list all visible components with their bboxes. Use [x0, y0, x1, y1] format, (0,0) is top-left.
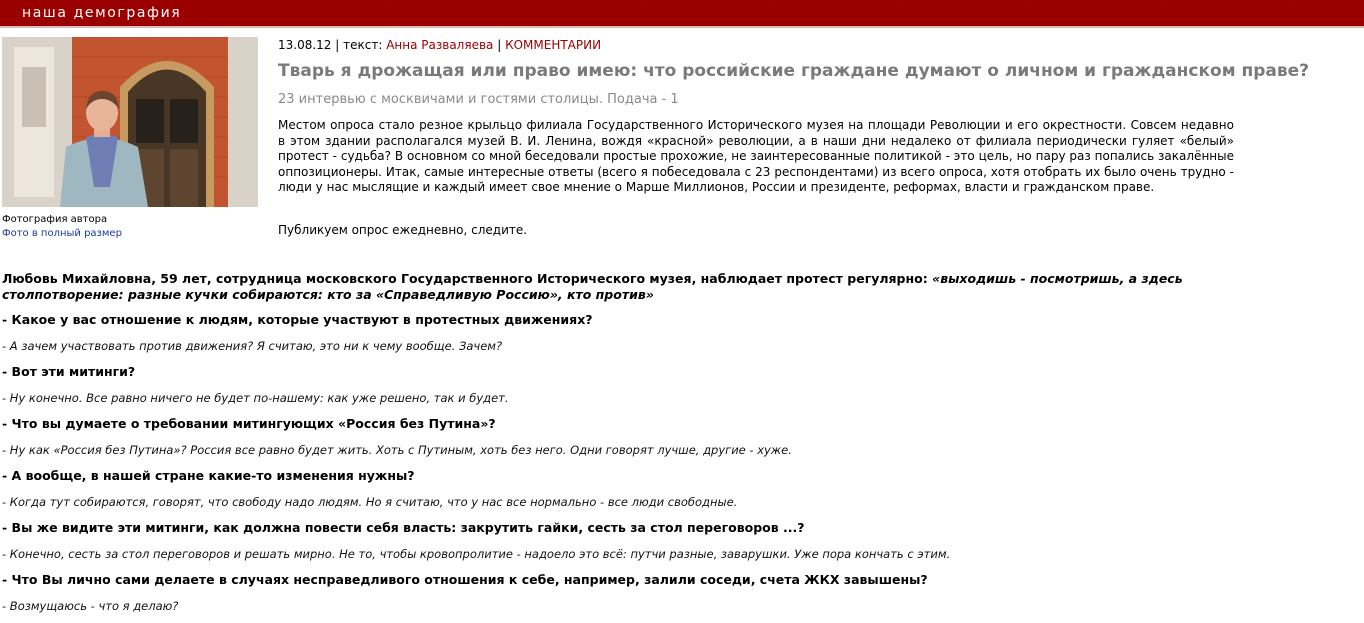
answer: - Конечно, сесть за стол переговоров и решать мирно. Не то, чтобы кровопролитие - надоело это всё: путчи разные, заварушки. Уже пора кончать с этим. [2, 547, 951, 561]
answer: - Ну как «Россия без Путина»? Россия все равно будет жить. Хоть с Путиным, хоть без него. Одни говорят лучше, другие - хуже. [2, 443, 792, 457]
author-photo[interactable] [2, 37, 258, 207]
answer: - Когда тут собираются, говорят, что свободу надо людям. Но я считаю, что у нас все нормально - все люди свободные. [2, 495, 738, 509]
question: - Какое у вас отношение к людям, которые участвуют в протестных движениях? [2, 312, 593, 327]
meta-separator: | [335, 38, 344, 52]
section-header-bar [0, 0, 1364, 28]
article-date: 13.08.12 [278, 38, 332, 52]
answer: - А зачем участвовать против движения? Я считаю, это ни к чему вообще. Зачем? [2, 339, 503, 353]
answer: - Возмущаюсь - что я делаю? [2, 599, 179, 613]
full-size-photo-link[interactable]: Фото в полный размер [2, 228, 122, 239]
section-title: наша демография [22, 5, 182, 21]
author-label: текст: [343, 38, 383, 52]
answer: - Ну конечно. Все равно ничего не будет по-нашему: как уже решено, так и будет. [2, 391, 509, 405]
interview-block [2, 271, 1234, 623]
photo-caption: Фотография автора [2, 214, 108, 225]
comments-link[interactable]: КОММЕНТАРИИ [505, 38, 602, 52]
question: - Вы же видите эти митинги, как должна повести себя власть: закрутить гайки, сесть за стол переговоров ...? [2, 520, 805, 535]
question: - Что Вы лично сами делаете в случаях несправедливого отношения к себе, например, залили соседи, счета ЖКХ завышены? [2, 572, 928, 587]
respondent-intro [2, 271, 1234, 303]
respondent-description: Любовь Михайловна, 59 лет, сотрудница московского Государственного Исторического музея, наблюдает протест регулярно: [2, 271, 933, 286]
respondent-quote: «выходишь - посмотришь, а здесь столпотворение: разные кучки собираются: кто за «Справедливую Россию», кто против» [2, 271, 1183, 302]
publish-note: Публикуем опрос ежедневно, следите. [278, 223, 528, 237]
question: - Что вы думаете о требовании митингующих «Россия без Путина»? [2, 416, 496, 431]
author-link[interactable]: Анна Разваляева [386, 38, 494, 52]
article-title: Тварь я дрожащая или право имею: что российские граждане думают о личном и гражданском праве? [278, 61, 1310, 81]
article-intro: Местом опроса стало резное крыльцо филиала Государственного Исторического музея на площади Революции и его окрестности. Совсем недавно в этом здании располагался музей В. И. Ленина, вождя «красной» революции, а в наши дни недалеко от филиала периодически гуляет «белый» протест - судьба? В основном со мной беседовали простые прохожие, не заинтересованные политикой - это цель, но пару раз попались закалённые оппозиционеры. Итак, самые интересные ответы (всего я побеседовала с 23 респондентами) из всего опроса, хотя отобрать их было очень трудно - люди у нас мыслящие и каждый имеет свое мнение о Марше Миллионов, России и президенте, реформах, власти и гражданском праве. [278, 118, 1234, 195]
meta-separator: | [497, 38, 506, 52]
question: - А вообще, в нашей стране какие-то изменения нужны? [2, 468, 415, 483]
question: - Вот эти митинги? [2, 364, 136, 379]
article-subtitle: 23 интервью с москвичами и гостями столицы. Подача - 1 [278, 92, 679, 107]
article-meta [278, 37, 601, 53]
